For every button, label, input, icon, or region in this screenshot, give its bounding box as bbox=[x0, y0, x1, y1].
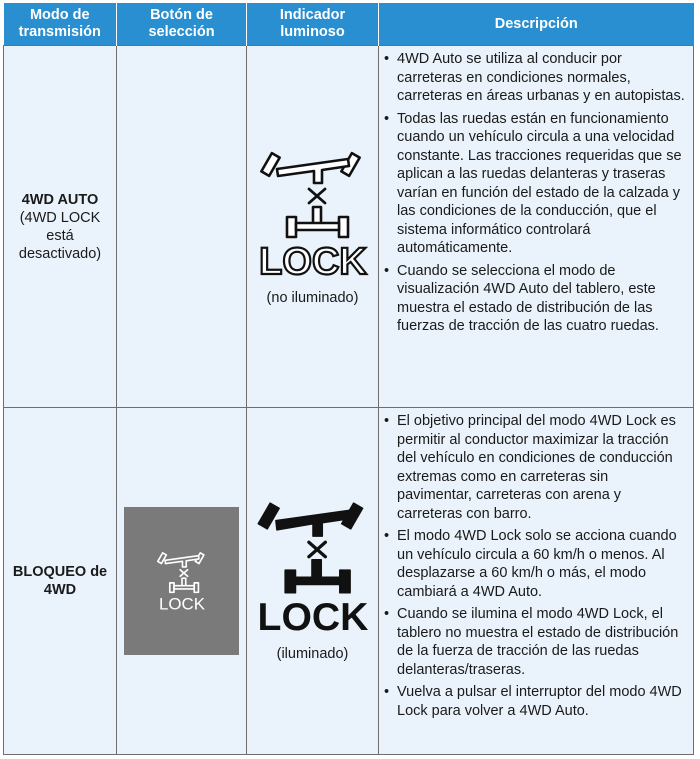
table-row bbox=[4, 408, 694, 755]
button-cell bbox=[117, 408, 247, 755]
description-item: • 4WD Auto se utiliza al conducir por carreteras en condiciones normales, carreteras en áreas urbanas y en autopistas. bbox=[383, 50, 687, 106]
indicator-cell bbox=[247, 46, 379, 408]
description-item: • El objetivo principal del modo 4WD Lock es permitir al conductor maximizar la tracción del vehículo en condiciones de conducción extremas como en carreteras sin pavimentar, carreteras con arena y carreteras con barro. bbox=[383, 412, 687, 523]
description-list bbox=[383, 50, 687, 336]
mode-name: 4WD AUTO bbox=[21, 191, 99, 208]
4wd-lock-button-icon bbox=[152, 550, 212, 612]
mode-cell bbox=[4, 408, 117, 755]
indicator-cell bbox=[247, 408, 379, 755]
button-lock-text: LOCK bbox=[158, 594, 205, 612]
description-cell bbox=[379, 46, 694, 408]
mode-note: (4WD LOCK está desactivado) bbox=[18, 209, 102, 262]
table-row bbox=[4, 46, 694, 408]
description-item: • Cuando se selecciona el modo de visualización 4WD Auto del tablero, este muestra el estado de distribución de las fuerzas de tracción de las cuatro ruedas. bbox=[383, 262, 687, 336]
4wd-lock-solid-icon bbox=[255, 499, 371, 635]
header-indicator bbox=[247, 3, 379, 46]
indicator-caption: (no iluminado) bbox=[266, 289, 359, 306]
description-list bbox=[383, 412, 687, 720]
description-cell bbox=[379, 408, 694, 755]
description-item: • Cuando se ilumina el modo 4WD Lock, el tablero no muestra el estado de distribución de la fuerza de tracción de las ruedas delanteras/traseras. bbox=[383, 605, 687, 679]
indicator-caption: (iluminado) bbox=[276, 646, 349, 662]
header-description-label: Descripción bbox=[494, 15, 578, 32]
button-cell-empty bbox=[117, 46, 247, 408]
description-item: • El modo 4WD Lock solo se acciona cuando un vehículo circula a 60 km/h o menos. Al desplazarse a 60 km/h o más, el modo cambiará a 4WD Auto. bbox=[383, 527, 687, 601]
header-mode bbox=[4, 3, 117, 46]
mode-cell bbox=[4, 46, 117, 408]
header-mode-label: Modo de transmisión bbox=[18, 7, 101, 40]
description-item: • Vuelva a pulsar el interruptor del modo 4WD Lock para volver a 4WD Auto. bbox=[383, 683, 687, 720]
table-header-row bbox=[4, 3, 694, 46]
header-indicator-label: Indicador luminoso bbox=[279, 7, 346, 40]
4wd-lock-button[interactable] bbox=[124, 507, 239, 655]
4wd-lock-outline-icon bbox=[257, 147, 369, 279]
header-description bbox=[379, 3, 694, 46]
indicator-lock-text: LOCK bbox=[257, 595, 368, 635]
header-button-label: Botón de selección bbox=[148, 7, 215, 40]
mode-name: BLOQUEO de 4WD bbox=[12, 564, 108, 598]
description-item: • Todas las ruedas están en funcionamiento cuando un vehículo circula a una velocidad constante. Las tracciones requeridas que se aplican a las ruedas delanteras y traseras varían en función del estado de la calzada y las condiciones de la conducción, que el sistema informático controlará automáticamente. bbox=[383, 110, 687, 258]
drive-mode-table bbox=[3, 3, 694, 755]
indicator-lock-text: LOCK bbox=[258, 240, 367, 279]
header-button bbox=[117, 3, 247, 46]
